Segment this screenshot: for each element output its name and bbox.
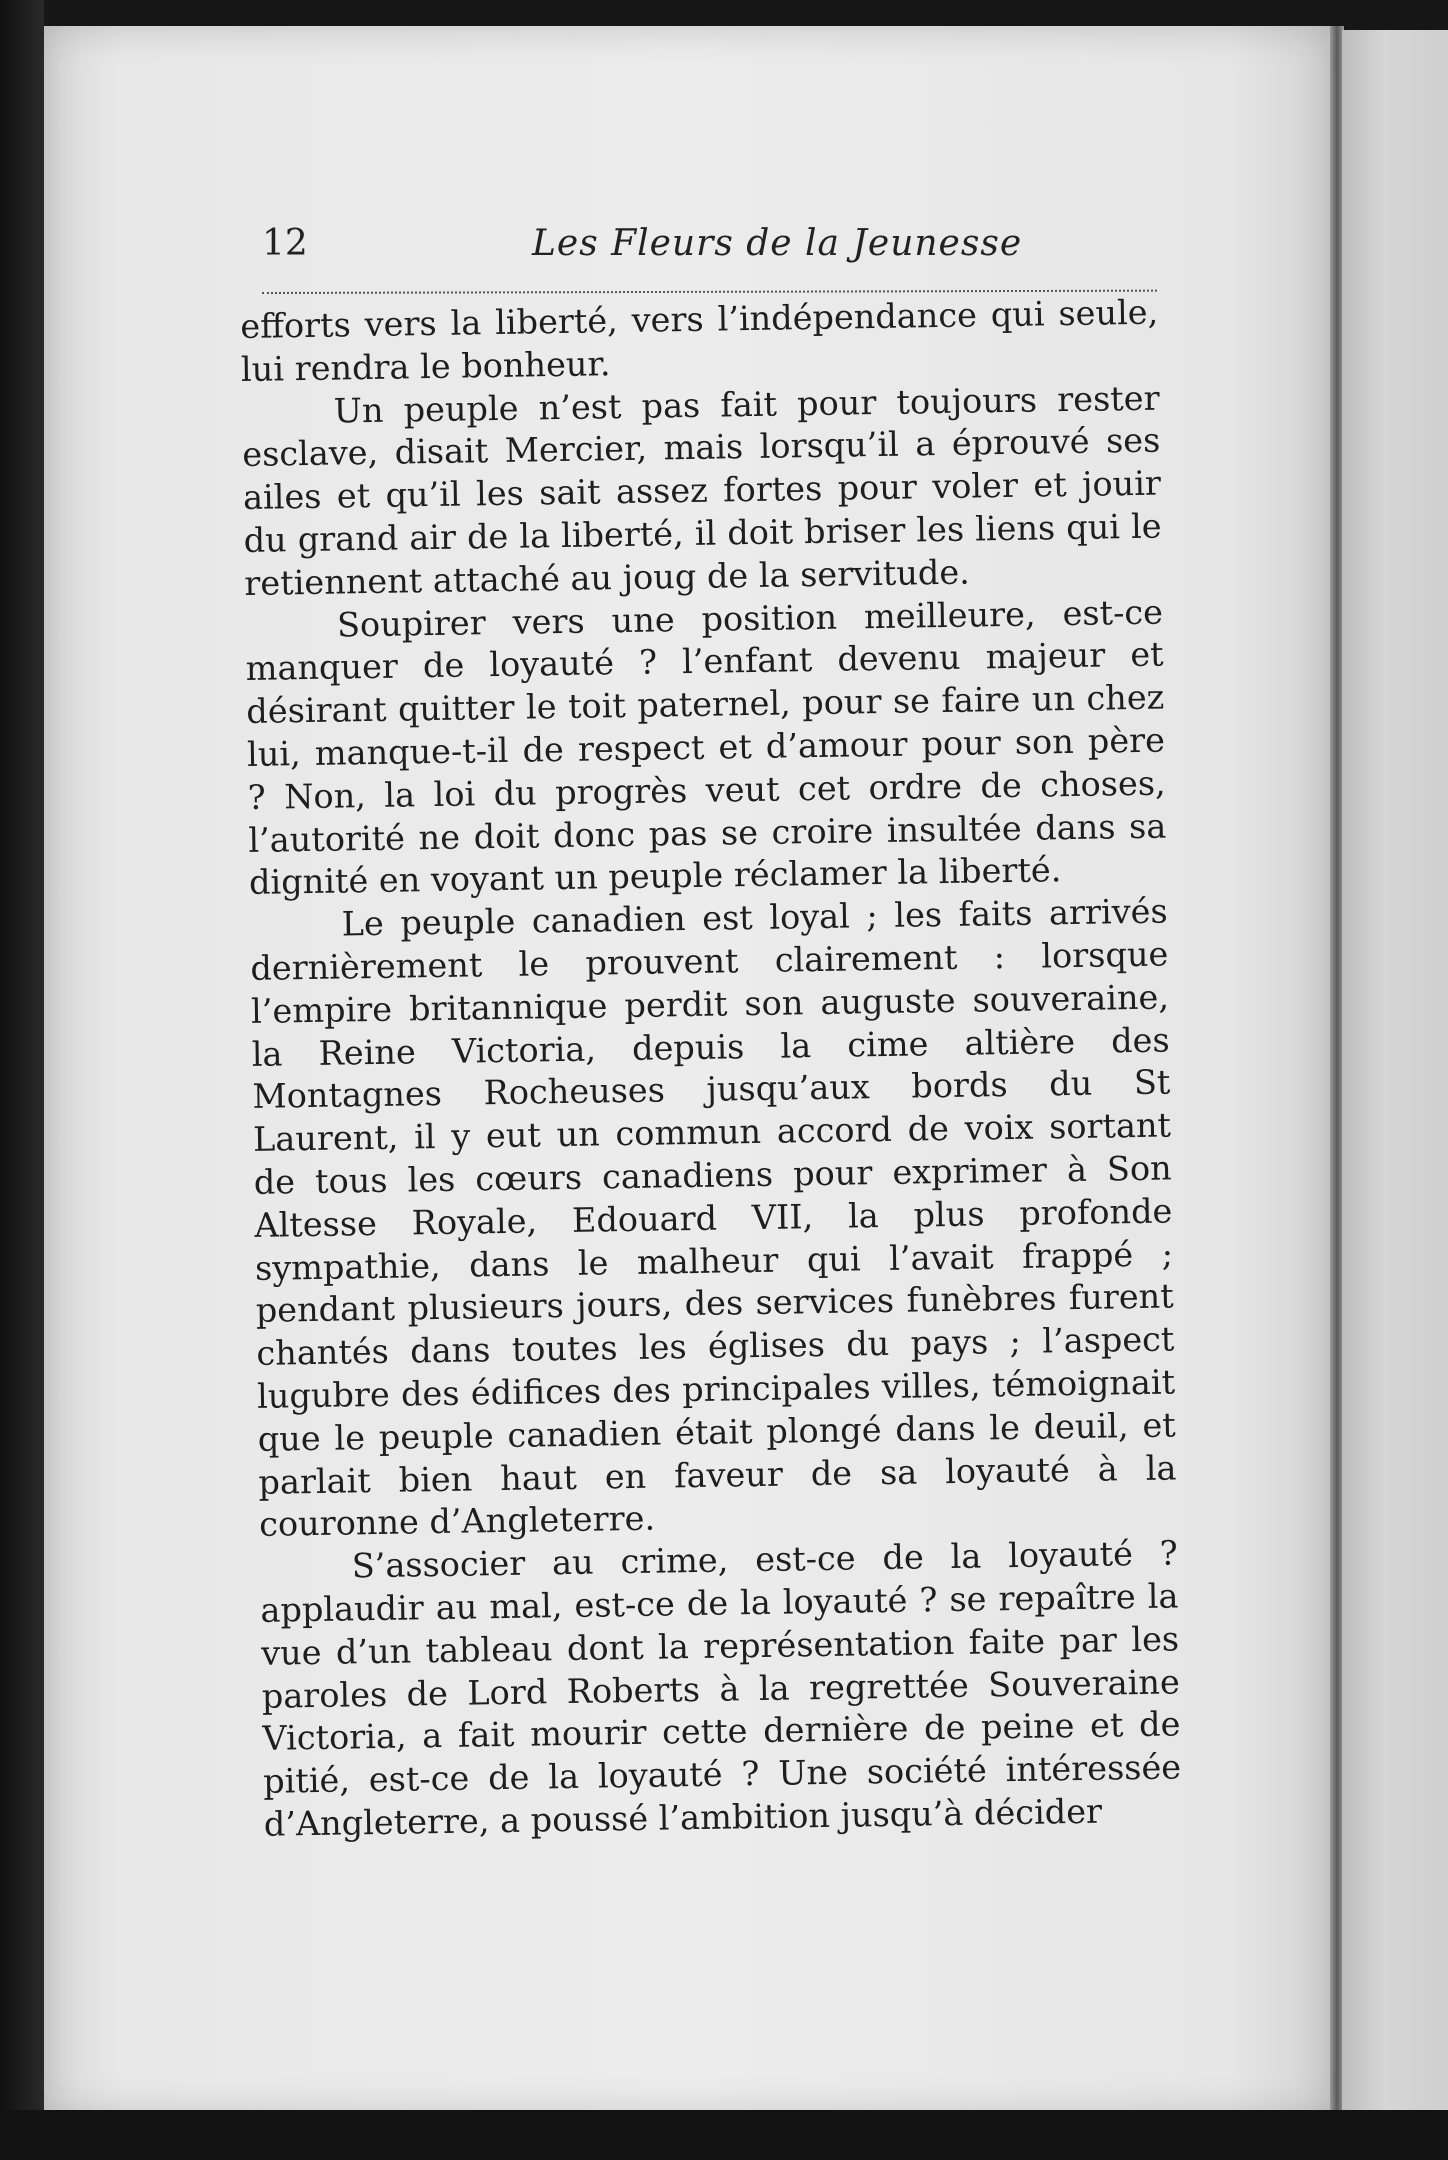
- facing-page-edge: [1342, 30, 1448, 2120]
- body-text: [240, 292, 1182, 1847]
- running-title: Les Fleurs de la Jeunesse: [532, 223, 1023, 264]
- paragraph: Soupirer vers une position meilleure, est-ce manquer de loyauté ? l’enfant devenu majeur et désirant quitter le toit paternel, pour se faire un chez lui, manque-t-il de respect et d’amour pour son père ? Non, la loi du progrès veut cet ordre de choses, l’autorité ne doit donc pas se croire insultée dans sa dignité en voyant un peuple réclamer la liberté.: [245, 592, 1167, 903]
- scan-bottom-edge: [0, 2110, 1448, 2160]
- scan-left-edge: [0, 0, 44, 2160]
- paragraph: S’associer au crime, est-ce de la loyauté ? applaudir au mal, est-ce de la loyauté ? se repaître la vue d’un tableau dont la représentation faite par les paroles de Lord Roberts à la regrettée Souveraine Victoria, a fait mourir cette dernière de peine et de pitié, est-ce de la loyauté ? Une société intéressée d’Angleterre, a poussé l’ambition jusqu’à décider: [260, 1533, 1182, 1844]
- paragraph: Le peuple canadien est loyal ; les faits arrivés dernièrement le prouvent clairement : lorsque l’empire britannique perdit son auguste souveraine, la Reine Victoria, depuis la cime altière des Montagnes Rocheuses jusqu’aux bords du St Laurent, il y eut un commun accord de voix sortant de tous les cœurs canadiens pour exprimer à Son Altesse Royale, Edouard VII, la plus profonde sympathie, dans le malheur qui l’avait frappé ; pendant plusieurs jours, des services funèbres furent chantés dans toutes les églises du pays ; l’aspect lugubre des édifices des principales villes, témoignait que le peuple canadien était plongé dans le deuil, et parlait bien haut en faveur de sa loyauté à la couronne d’Angleterre.: [250, 891, 1177, 1545]
- page-header: [262, 222, 1157, 278]
- page-number: 12: [262, 223, 308, 264]
- paragraph: Un peuple n’est pas fait pour toujours rester esclave, disait Mercier, mais lorsqu’il a éprouvé ses ailes et qu’il les sait assez fortes pour voler et jouir du grand air de la liberté, il doit briser les liens qui le retiennent attaché au joug de la servitude.: [242, 378, 1162, 603]
- paragraph-continuation: efforts vers la liberté, vers l’indépendance qui seule, lui rendra le bonheur.: [240, 292, 1159, 389]
